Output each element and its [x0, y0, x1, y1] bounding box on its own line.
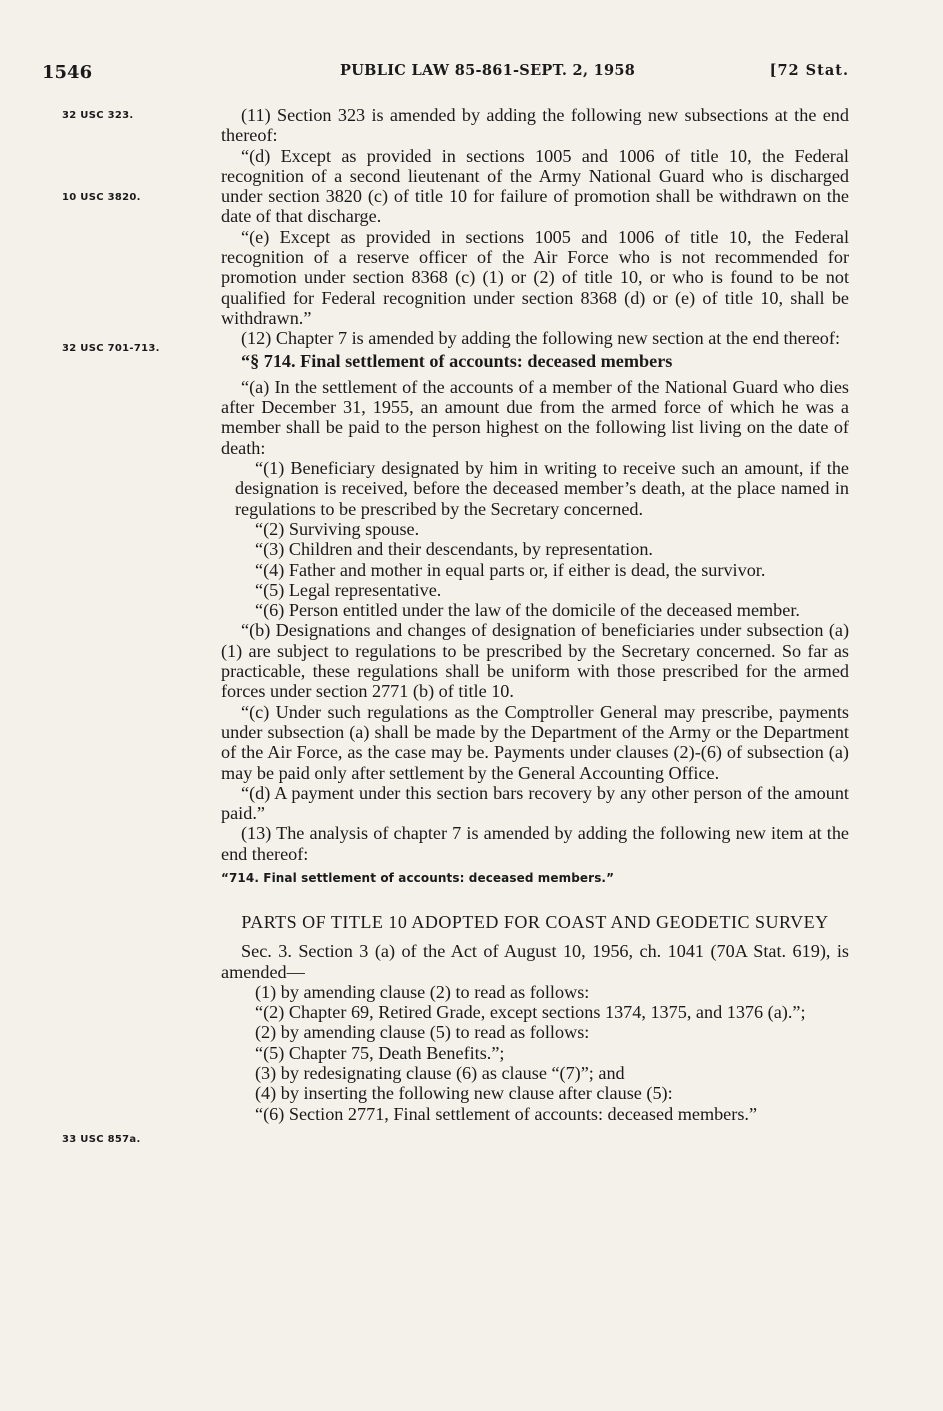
clause: (2) by amending clause (5) to read as follows: — [255, 1022, 590, 1043]
running-head: PUBLIC LAW 85-861-SEPT. 2, 1958 — [340, 62, 636, 79]
margin-note: 33 USC 857a. — [62, 1134, 141, 1145]
paragraph: “(d) A payment under this section bars recovery by any other person of the amount paid.” — [221, 782, 849, 824]
clause: (3) by redesignating clause (6) as clause “(7)”; and — [255, 1063, 625, 1084]
clause: “(2) Chapter 69, Retired Grade, except sections 1374, 1375, and 1376 (a).”; — [255, 1002, 806, 1023]
paragraph: “(d) Except as provided in sections 1005 and 1006 of title 10, the Federal recognition of a second lieutenant of the Army National Guard who is discharged under section 3820 (c) of title 10 for failure of promotion shall be withdrawn on the date of that discharge. — [221, 145, 849, 227]
paragraph: (13) The analysis of chapter 7 is amended by adding the following new item at the end thereof: — [221, 823, 849, 864]
paragraph: (11) Section 323 is amended by adding the following new subsections at the end thereof: — [221, 105, 849, 146]
margin-note: 32 USC 701-713. — [62, 343, 160, 354]
clause: (1) by amending clause (2) to read as follows: — [255, 981, 590, 1002]
paragraph: (12) Chapter 7 is amended by adding the following new section at the end thereof: — [241, 328, 841, 349]
document-body — [221, 105, 849, 1124]
page-number: 1546 — [42, 62, 93, 83]
clause: “(6) Section 2771, Final settlement of accounts: deceased members.” — [255, 1103, 758, 1124]
clause: “(4) Father and mother in equal parts or, if either is dead, the survivor. — [255, 559, 766, 580]
analysis-item: “714. Final settlement of accounts: deceased members.” — [221, 870, 615, 885]
paragraph: “(a) In the settlement of the accounts of a member of the National Guard who dies after December 31, 1955, an amount due from the armed force of which he was a member shall be paid to the person highest on the following list living on the date of death: — [221, 376, 849, 458]
clause: “(5) Legal representative. — [255, 579, 442, 600]
margin-note: 32 USC 323. — [62, 110, 134, 121]
clause: “(2) Surviving spouse. — [255, 518, 420, 539]
clause: “(6) Person entitled under the law of the domicile of the deceased member. — [255, 600, 800, 621]
margin-note: 10 USC 3820. — [62, 192, 141, 203]
clause: “(3) Children and their descendants, by representation. — [255, 539, 653, 560]
section-heading: “§ 714. Final settlement of accounts: deceased members — [241, 350, 673, 371]
paragraph: “(b) Designations and changes of designation of beneficiaries under subsection (a) (1) are subject to regulations to be prescribed by the Secretary concerned. So far as practicable, these regulations shall be uniform with those prescribed for the armed forces under section 2771 (b) of title 10. — [221, 620, 849, 702]
clause: (4) by inserting the following new clause after clause (5): — [255, 1083, 673, 1104]
clause: “(1) Beneficiary designated by him in writing to receive such an amount, if the designation is received, before the deceased member’s death, at the place named in regulations to be prescribed by the Secretary concerned. — [235, 458, 849, 519]
part-title: PARTS OF TITLE 10 ADOPTED FOR COAST AND GEODETIC SURVEY — [241, 912, 829, 933]
paragraph: “(e) Except as provided in sections 1005 and 1006 of title 10, the Federal recognition of a reserve officer of the Air Force who is not recommended for promotion under section 8368 (c) (1) or (2) of title 10, or who is found to be not qualified for Federal recognition under section 8368 (d) or (e) of title 10, shall be withdrawn.” — [221, 226, 849, 328]
section-paragraph: Sec. 3. Section 3 (a) of the Act of August 10, 1956, ch. 1041 (70A Stat. 619), is amended— — [221, 941, 849, 982]
statute-reference: [72 Stat. — [769, 62, 849, 79]
clause: “(5) Chapter 75, Death Benefits.”; — [255, 1042, 505, 1063]
paragraph: “(c) Under such regulations as the Comptroller General may prescribe, payments under subsection (a) shall be made by the Department of the Army or the Department of the Air Force, as the case may be. Payments under clauses (2)-(6) of subsection (a) may be paid only after settlement by the General Accounting Office. — [221, 701, 849, 783]
